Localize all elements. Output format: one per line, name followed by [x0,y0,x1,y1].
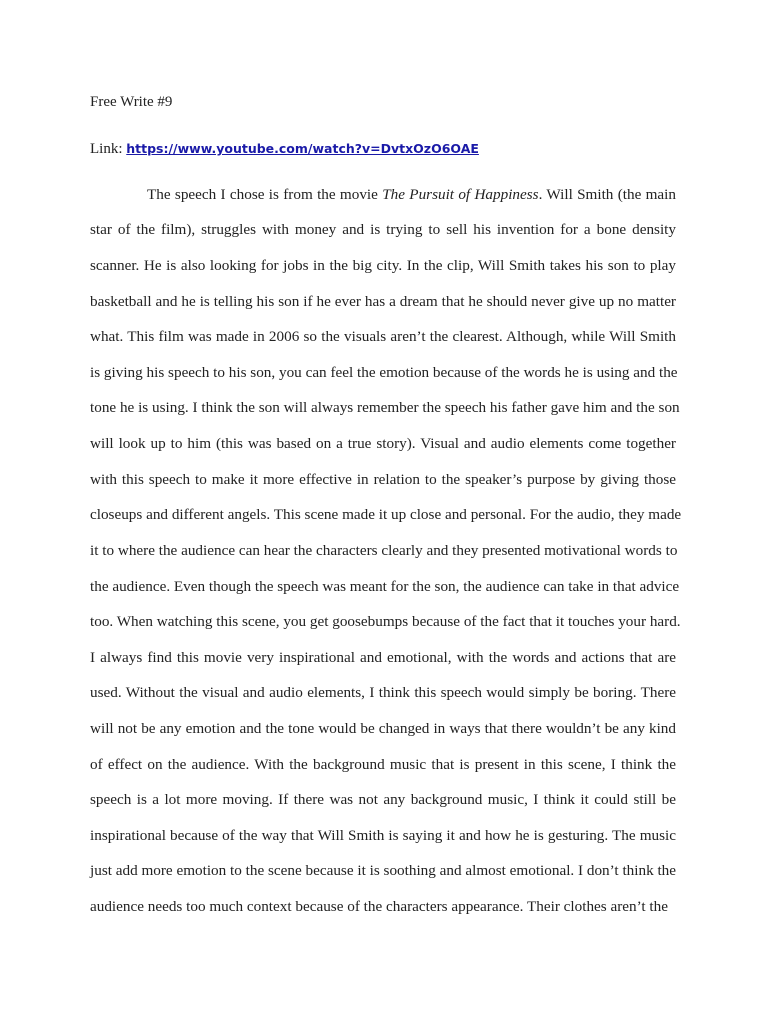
paragraph-line: is giving his speech to his son, you can feel the emotion because of the words he is using and the [90,364,678,381]
paragraph-line: too. When watching this scene, you get goosebumps because of the fact that it touches your hard. [90,613,681,630]
paragraph-line: basketball and he is telling his son if he ever has a dream that he should never give up no matter [90,293,676,310]
youtube-link[interactable]: https://www.youtube.com/watch?v=DvtxOzO6OAE [126,141,479,156]
paragraph-line: with this speech to make it more effective in relation to the speaker’s purpose by giving those [90,471,676,488]
paragraph-line: I always find this movie very inspirational and emotional, with the words and actions that are [90,649,676,666]
paragraph-line: scanner. He is also looking for jobs in the big city. In the clip, Will Smith takes his son to play [90,257,676,274]
paragraph-line: closeups and different angels. This scene made it up close and personal. For the audio, they made [90,506,682,523]
paragraph-line: tone he is using. I think the son will always remember the speech his father gave him and the son [90,399,680,416]
paragraph-line: it to where the audience can hear the characters clearly and they presented motivational words to [90,542,678,559]
paragraph-line: the audience. Even though the speech was meant for the son, the audience can take in that advice [90,578,680,595]
paragraph-line: star of the film), struggles with money and is trying to sell his invention for a bone density [90,221,676,238]
movie-title: The Pursuit of Happiness [382,186,539,203]
document-title: Free Write #9 [90,94,173,110]
paragraph-line: audience needs too much context because of the characters appearance. Their clothes aren’t the [90,898,668,915]
paragraph-line: of effect on the audience. With the background music that is present in this scene, I think the [90,756,676,773]
link-label: Link: [90,141,123,157]
paragraph-line: will look up to him (this was based on a true story). Visual and audio elements come together [90,435,676,452]
paragraph-line: used. Without the visual and audio elements, I think this speech would simply be boring. There [90,684,676,701]
paragraph-line: just add more emotion to the scene because it is soothing and almost emotional. I don’t think the [90,862,677,879]
first-line-suffix: . Will Smith (the main [538,186,676,203]
link-line [90,140,479,158]
first-line-text: The speech I chose is from the movie [147,186,383,203]
paragraph-line: inspirational because of the way that Will Smith is saying it and how he is gesturing. The music [90,827,676,844]
paragraph-line: will not be any emotion and the tone would be changed in ways that there wouldn’t be any kind [90,720,676,737]
paragraph-line: what. This film was made in 2006 so the visuals aren’t the clearest. Although, while Will Smith [90,328,676,345]
paragraph-line [147,185,676,205]
paragraph-line: speech is a lot more moving. If there was not any background music, I think it could still be [90,791,676,808]
